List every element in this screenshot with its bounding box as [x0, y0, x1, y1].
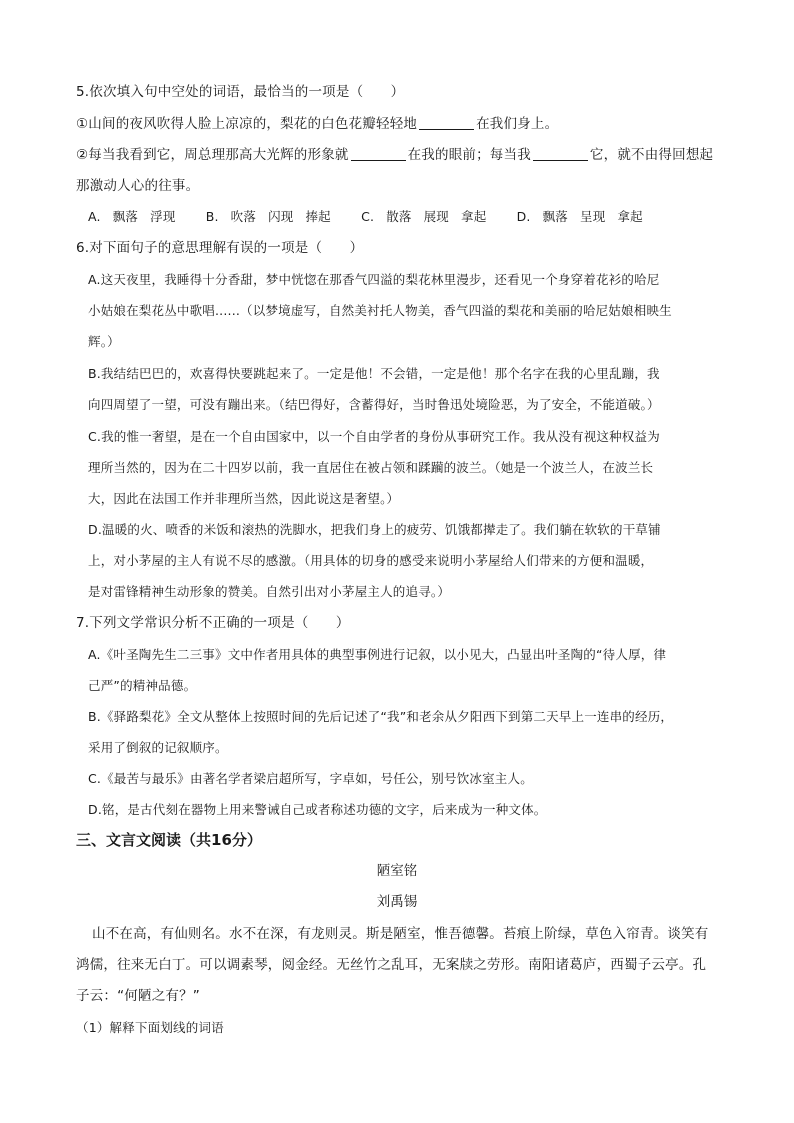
q7-stem: 7.下列文学常识分析不正确的一项是（ ） [76, 615, 350, 631]
q7-option-a-line1: A.《叶圣陶先生二三事》文中作者用具体的典型事例进行记叙，以小见大，凸显出叶圣陶的“待人厚，律 [88, 647, 667, 662]
q5-option-b: B. 吹落 闪现 捧起 [205, 209, 331, 224]
q5-s2-post: 它，就不由得回想起 [589, 147, 714, 163]
poem-title: 陋室铭 [376, 863, 418, 879]
poem-author: 刘禹锡 [376, 894, 418, 910]
q5-s2-pre: ②每当我看到它，周总理那高大光辉的形象就 [76, 147, 349, 163]
fill-blank [419, 115, 474, 130]
q5-s2-mid: 在我的眼前；每当我 [407, 147, 531, 163]
q7-option-a-line2: 己严”的精神品德。 [88, 678, 197, 693]
q6-option-b-line1: B.我结结巴巴的，欢喜得快要跳起来了。一定是他！不会错，一定是他！那个名字在我的心里乱蹦，我 [88, 366, 660, 381]
fill-blank [351, 146, 406, 161]
q5-option-d: D. 飘落 呈现 拿起 [516, 209, 643, 224]
sub-question-1: （1）解释下面划线的词语 [76, 1020, 224, 1035]
q6-option-d-line1: D.温暖的火、喷香的米饭和滚热的洗脚水，把我们身上的疲劳、饥饿都撵走了。我们躺在软软的干草铺 [88, 522, 661, 537]
q7-option-d: D.铭，是古代刻在器物上用来警诫自己或者称述功德的文字，后来成为一种文体。 [88, 802, 547, 817]
q5-s1-pre: ①山间的夜风吹得人脸上凉凉的，梨花的白色花瓣轻轻地 [76, 116, 418, 132]
q6-option-a-line1: A.这天夜里，我睡得十分香甜，梦中恍惚在那香气四溢的梨花林里漫步，还看见一个身穿着花衫的哈尼 [88, 272, 660, 287]
q5-sentence-1 [76, 114, 558, 134]
q7-option-b-line2: 采用了倒叙的记叙顺序。 [88, 740, 228, 755]
q6-option-d-line3: 是对雷锋精神生动形象的赞美。自然引出对小茅屋主人的追寻。） [88, 584, 451, 599]
poem-line-1: 山不在高，有仙则名。水不在深，有龙则灵。斯是陋室，惟吾德馨。苔痕上阶绿，草色入帘青。谈笑有 [92, 926, 709, 942]
poem-line-2: 鸿儒，往来无白丁。可以调素琴，阅金经。无丝竹之乱耳，无案牍之劳形。南阳诸葛庐，西蜀子云亭。孔 [76, 957, 707, 973]
q6-option-b-line2: 向四周望了一望，可没有蹦出来。（结巴得好，含蓄得好，当时鲁迅处境险恶，为了安全，不能道破。） [88, 397, 660, 412]
q5-stem: 5.依次填入句中空处的词语，最恰当的一项是（ ） [76, 84, 405, 100]
q7-option-c: C.《最苦与最乐》由著名学者梁启超所写，字卓如，号任公，别号饮冰室主人。 [88, 771, 533, 786]
q6-option-a-line3: 辉。） [88, 334, 120, 349]
q5-sentence-2 [76, 145, 713, 165]
q5-option-c: C. 散落 展现 拿起 [361, 209, 487, 224]
q6-option-d-line2: 上，对小茅屋的主人有说不尽的感激。（用具体的切身的感受来说明小茅屋给人们带来的方便和温暖， [88, 553, 654, 568]
section-title: 三、文言文阅读（共16分） [76, 831, 262, 849]
q6-option-c-line3: 大，因此在法国工作并非理所当然，因此说这是奢望。） [88, 491, 400, 506]
fill-blank [533, 146, 588, 161]
q6-option-c-line2: 理所当然的，因为在二十四岁以前，我一直居住在被占领和蹂躏的波兰。（她是一个波兰人，在波兰长 [88, 460, 654, 475]
q5-sentence-2-cont: 那激动人心的往事。 [76, 178, 200, 194]
q6-stem: 6.对下面句子的意思理解有误的一项是（ ） [76, 240, 364, 256]
poem-line-3: 子云：“何陋之有？” [76, 988, 200, 1004]
q5-options [88, 207, 643, 227]
q7-option-b-line1: B.《驿路梨花》全文从整体上按照时间的先后记述了“我”和老余从夕阳西下到第二天早上一连串的经历， [88, 709, 674, 724]
q5-option-a: A. 飘落 浮现 [88, 209, 176, 224]
q6-option-a-line2: 小姑娘在梨花丛中歌唱......（以梦境虚写，自然美衬托人物美，香气四溢的梨花和美丽的哈尼姑娘相映生 [88, 303, 672, 318]
q6-option-c-line1: C.我的惟一奢望，是在一个自由国家中，以一个自由学者的身份从事研究工作。我从没有视这种权益为 [88, 429, 660, 444]
q5-s1-post: 在我们身上。 [476, 116, 559, 132]
